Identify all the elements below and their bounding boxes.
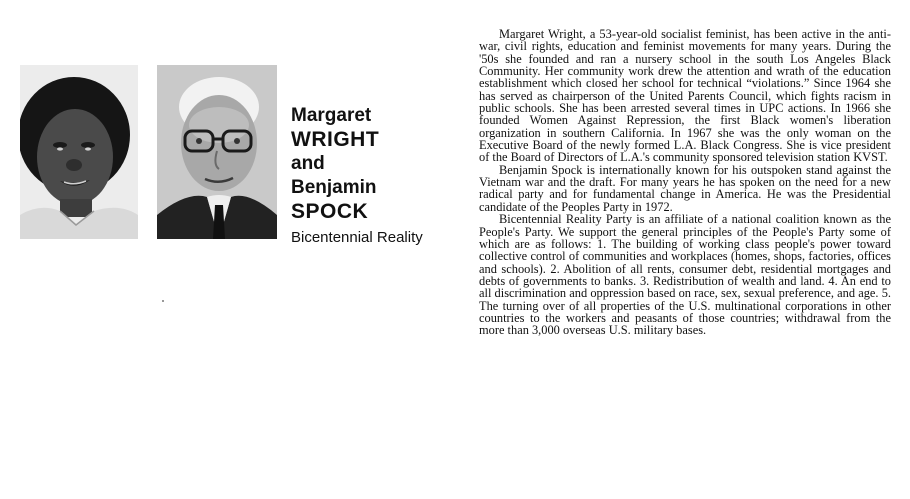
- portrait-photo-benjamin-spock: [157, 65, 277, 239]
- candidate-names: [291, 104, 379, 224]
- candidate-first-name-1: Margaret: [291, 105, 372, 126]
- bio-paragraph-spock: Benjamin Spock is internationally known for his outspoken stand against the Vietnam war and the draft. For many years he has spoken on the need for a new radical party and for fundamental change in America. He was the Presidential candidate of the Peoples Party in 1972.: [479, 162, 891, 214]
- print-speck: [162, 300, 164, 302]
- portrait-photo-margaret-wright: [20, 65, 138, 239]
- candidate-last-name-1: WRIGHT: [291, 128, 380, 151]
- candidate-biography: [479, 28, 891, 337]
- bio-paragraph-wright: Margaret Wright, a 53-year-old socialist feminist, has been active in the anti-war, civil rights, education and feminist movements for many years. During the '50s she founded and ran a nursery school in the south Los Angeles Black Community. Her community work drew the attention and wrath of the education establishment which closed her school for technical “violations.” Since 1964 she has served as chairperson of the United Parents Council, which fights racism in public schools. She has been arrested several times in UPC actions. In 1966 she founded Women Against Repression, the first Black women's liberation organization in southern California. In 1967 she was the only woman on the Executive Board of the newly formed L.A. Black Congress. She is vice president of the Board of Directors of L.A.'s community sponsored television station KVST.: [479, 27, 891, 165]
- portrait-man-illustration: [157, 65, 277, 239]
- bio-paragraph-party: Bicentennial Reality Party is an affiliate of a national coalition known as the People's Party. We support the general principles of the People's Party some of which are as follows: 1. The building of working class people's power toward collective control of communities and workplaces (homes, shops, factories, offices and schools). 2. Abolition of all rents, consumer debt, residential mortgages and debts of governments to banks. 3. Redistribution of wealth and land. 4. An end to all discrimination and oppression based on race, sex, sexual preference, and age. 5. The turning over of all properties of the U.S. multinational corporations in other countries to the workers and peasants of those countries; withdrawal from the more than 3,000 overseas U.S. military bases.: [479, 212, 891, 338]
- party-name: Bicentennial Reality: [291, 229, 423, 246]
- candidate-first-name-2: Benjamin: [291, 177, 377, 198]
- candidate-last-name-2: SPOCK: [291, 200, 369, 223]
- portrait-woman-illustration: [20, 65, 138, 239]
- candidate-conjunction: and: [291, 153, 325, 174]
